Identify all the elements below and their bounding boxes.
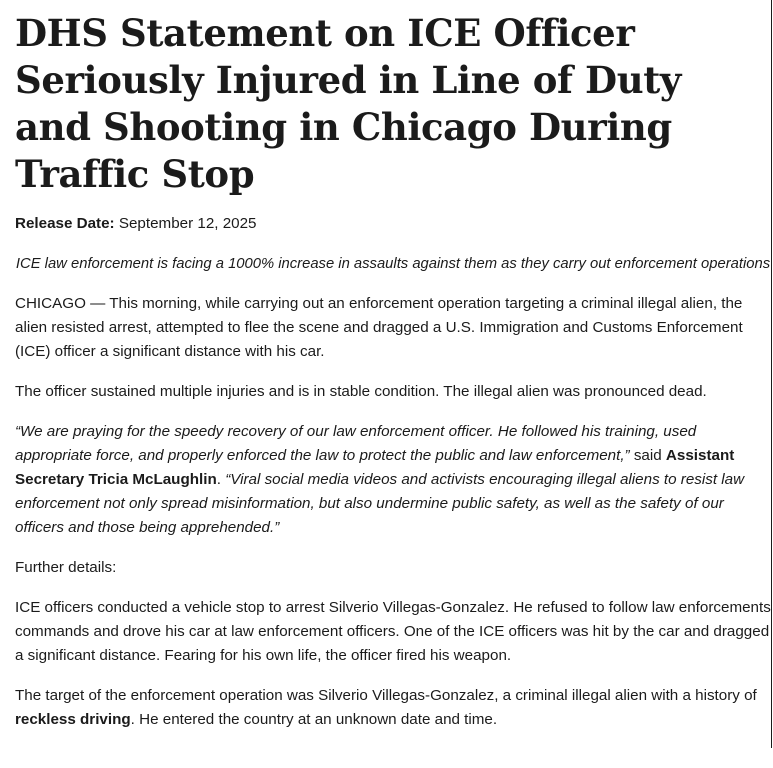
paragraph-officer-status: The officer sustained multiple injuries and is in stable condition. The illegal alien was pronounced dead. bbox=[15, 383, 707, 400]
quote-said: said bbox=[629, 447, 666, 464]
subheading: ICE law enforcement is facing a 1000% increase in assaults against them as they carry out enforcement operations bbox=[15, 256, 771, 272]
paragraph-statement-quote bbox=[15, 420, 771, 540]
release-date-label: Release Date: bbox=[15, 215, 115, 232]
quote-speaker: Assistant Secretary Tricia McLaughlin bbox=[15, 447, 735, 488]
target-text-end: . He entered the country at an unknown date and time. bbox=[130, 711, 498, 728]
release-date-value: September 12, 2025 bbox=[118, 215, 257, 232]
press-release-article bbox=[15, 10, 771, 748]
target-text-start: The target of the enforcement operation was Silverio Villegas-Gonzalez, a criminal illegal alien with a history of bbox=[15, 687, 757, 704]
target-bold-text: reckless driving bbox=[15, 711, 131, 728]
quote-part-2: “Viral social media videos and activists encouraging illegal aliens to resist law enforcement not only spread misinformation, but also undermine public safety, as well as the safety of our officers and those being apprehended.” bbox=[15, 471, 745, 536]
quote-part-1: “We are praying for the speedy recovery of our law enforcement officer. He followed his training, used appropriate force, and properly enforced the law to protect the public and law enforcement,” bbox=[15, 423, 697, 464]
paragraph-further-details: Further details: bbox=[15, 559, 117, 576]
paragraph-target bbox=[15, 684, 771, 732]
page-right-border bbox=[771, 0, 772, 748]
page-title: DHS Statement on ICE Officer Seriously Injured in Line of Duty and Shooting in Chicago During Traffic Stop bbox=[15, 11, 682, 196]
quote-period: . bbox=[216, 471, 226, 488]
paragraph-vehicle-stop: ICE officers conducted a vehicle stop to arrest Silverio Villegas-Gonzalez. He refused to follow law enforcements commands and drove his car at law enforcement officers. One of the ICE officers was hit by the car and dragged a significant distance. Fearing for his own life, the officer fired his weapon. bbox=[15, 599, 771, 664]
release-date bbox=[15, 212, 771, 236]
paragraph-intro: CHICAGO — This morning, while carrying out an enforcement operation targeting a criminal illegal alien, the alien resisted arrest, attempted to flee the scene and dragged a U.S. Immigration and Customs Enforcement (ICE) officer a significant distance with his car. bbox=[15, 295, 743, 360]
